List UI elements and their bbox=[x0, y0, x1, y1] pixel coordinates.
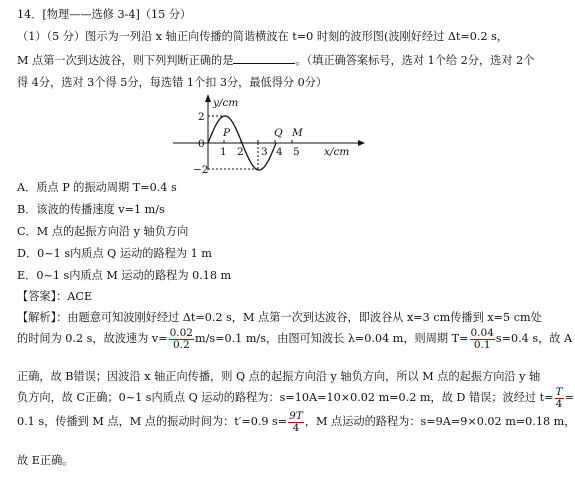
analysis-line-2a: 的时间为 0.2 s，故波速为 v= bbox=[17, 332, 168, 345]
y-axis-label: y/cm bbox=[213, 97, 239, 109]
x-axis-arrow bbox=[358, 140, 365, 146]
answer-blank bbox=[233, 53, 295, 64]
fraction-9t-num: 9T bbox=[289, 409, 303, 422]
analysis-line-4b: = bbox=[564, 391, 574, 404]
question-line-1: （1）（5 分）图示为一列沿 x 轴正向传播的简谐横波在 t=0 时刻的波形图(波刚好经过 Δt=0.2 s， bbox=[17, 30, 509, 43]
analysis-line-5a: 0.1 s，传播到 M 点，M 点的振动时间为：t′=0.9 s= bbox=[17, 415, 288, 428]
option-c: C．M 点的起振方向沿 y 轴负方向 bbox=[17, 225, 189, 238]
fraction-9t bbox=[288, 411, 304, 434]
fraction-v-num: 0.02 bbox=[169, 326, 193, 339]
option-e: E．0~1 s内质点 M 运动的路程为 0.18 m bbox=[17, 269, 232, 282]
xtick-label-4: 4 bbox=[276, 146, 283, 158]
origin-label: 0 bbox=[198, 138, 205, 150]
xtick-label-3: 3 bbox=[261, 146, 268, 158]
question-line-2b: 。（填正确答案标号，选对 1个给 2分，选对 2个 bbox=[295, 54, 535, 67]
wave-graph bbox=[168, 92, 368, 174]
x-axis-label: x/cm bbox=[324, 146, 350, 158]
question-line-3: 得 4分，选对 3个得 5分，每选错 1个扣 3分，最低得分 0分） bbox=[17, 76, 328, 89]
y-axis-arrow bbox=[205, 94, 211, 102]
fraction-quarter-t bbox=[555, 387, 564, 410]
option-a: A．质点 P 的振动周期 T=0.4 s bbox=[17, 181, 177, 194]
analysis-line-4 bbox=[17, 386, 574, 410]
y-neg-label: −2 bbox=[193, 164, 209, 176]
fraction-t-num: 0.04 bbox=[470, 326, 494, 339]
option-d: D．0~1 s内质点 Q 运动的路程为 1 m bbox=[17, 247, 212, 260]
option-b: B．该波的传播速度 v=1 m/s bbox=[17, 203, 165, 216]
analysis-line-6: 故 E正确。 bbox=[17, 454, 74, 467]
fraction-t-den: 0.1 bbox=[473, 338, 491, 351]
analysis-line-3: 正确，故 B错误；因波沿 x 轴正向传播，则 Q 点的起振方向沿 y 轴负方向，所以 M 点的起振方向沿 y 轴 bbox=[17, 370, 541, 383]
fraction-t bbox=[470, 328, 495, 351]
fraction-quarter-t-num: T bbox=[555, 385, 563, 398]
answer-line: 【答案】：ACE bbox=[17, 290, 93, 303]
y-pos-label: 2 bbox=[198, 111, 205, 123]
point-q-label: Q bbox=[274, 127, 283, 139]
analysis-line-1: 【解析】：由题意可知波刚好经过 Δt=0.2 s，M 点第一次到达波谷，即波谷从 x=3 cm传播到 x=5 cm处 bbox=[17, 311, 542, 324]
analysis-line-2b: m/s=0.1 m/s，由图可知波长 λ=0.04 m，则周期 T= bbox=[194, 332, 469, 345]
question-line-2 bbox=[17, 53, 534, 68]
question-header: 14．[物理——选修 3-4]（15 分） bbox=[17, 8, 192, 21]
analysis-line-2 bbox=[17, 327, 572, 351]
point-p-label: P bbox=[223, 127, 231, 139]
xtick-label-2: 2 bbox=[237, 146, 244, 158]
xtick-label-5: 5 bbox=[293, 146, 300, 158]
point-m-label: M bbox=[292, 127, 303, 139]
analysis-line-4a: 负方向，故 C正确；0~1 s内质点 Q 运动的路程为：s=10A=10×0.02 m=0.2 m，故 D 错误；波经过 t= bbox=[17, 391, 554, 404]
fraction-9t-den: 4 bbox=[292, 421, 300, 434]
analysis-line-5 bbox=[17, 410, 575, 434]
fraction-quarter-t-den: 4 bbox=[555, 397, 563, 410]
xtick-label-1: 1 bbox=[220, 146, 227, 158]
fraction-v-den: 0.2 bbox=[172, 338, 190, 351]
fraction-v bbox=[169, 328, 194, 351]
analysis-line-5b: ，M 点运动的路程为：s=9A=9×0.02 m=0.18 m， bbox=[304, 415, 575, 428]
question-line-2a: M 点第一次到达波谷，则下列判断正确的是 bbox=[17, 54, 234, 67]
analysis-line-2c: s=0.4 s，故 A bbox=[495, 332, 573, 345]
